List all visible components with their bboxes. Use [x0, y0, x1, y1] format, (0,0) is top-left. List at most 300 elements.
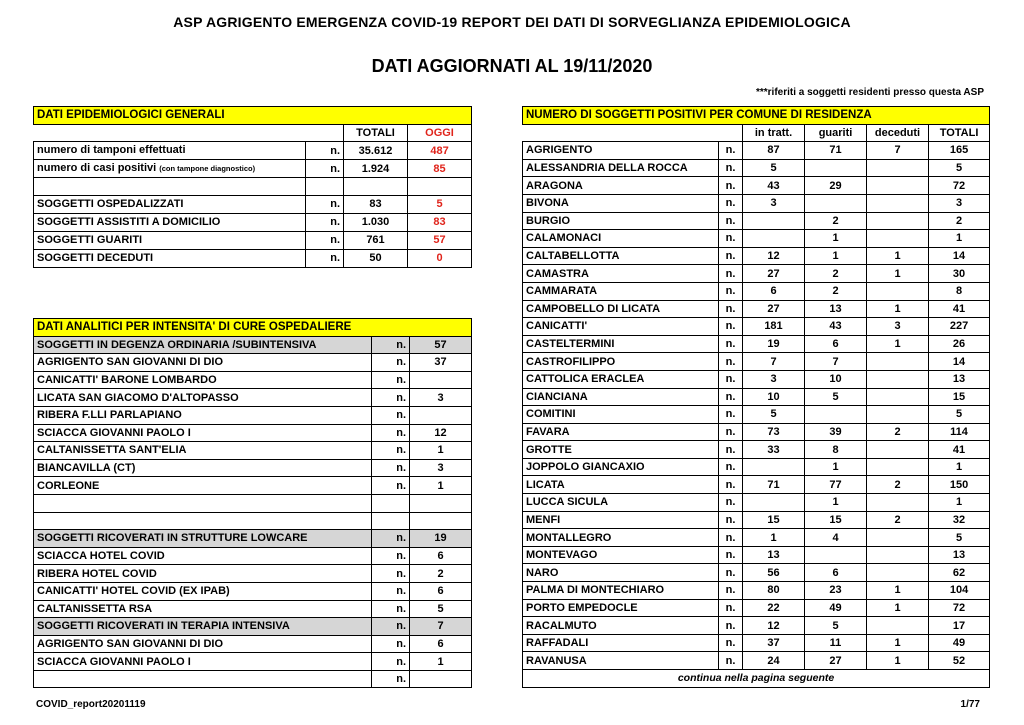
hospital-row	[34, 635, 472, 653]
comune-in-tratt: 33	[743, 441, 805, 459]
comune-totali: 15	[929, 388, 990, 406]
comune-in-tratt: 6	[743, 282, 805, 300]
general-row-totali: 1.030	[344, 213, 408, 231]
comune-row	[523, 441, 990, 459]
general-header-row	[34, 124, 472, 142]
comune-totali: 30	[929, 265, 990, 283]
comune-name: ALESSANDRIA DELLA ROCCA	[523, 159, 719, 177]
col-totali-header: TOTALI	[344, 124, 408, 142]
general-row-label	[34, 249, 306, 267]
comune-n: n.	[719, 652, 743, 670]
comune-row	[523, 652, 990, 670]
hospital-row-n: n.	[372, 670, 410, 688]
comune-deceduti: 2	[867, 511, 929, 529]
blank-cell	[523, 124, 743, 142]
comune-row	[523, 511, 990, 529]
hospital-row-value: 5	[410, 600, 472, 618]
comune-deceduti: 2	[867, 476, 929, 494]
comune-name: COMITINI	[523, 406, 719, 424]
hospital-row-value: 7	[410, 618, 472, 636]
comune-in-tratt: 5	[743, 406, 805, 424]
hospital-row-label: RIBERA HOTEL COVID	[34, 565, 372, 583]
general-row-oggi: 0	[408, 249, 472, 267]
comune-totali: 5	[929, 159, 990, 177]
general-data-table	[33, 106, 472, 268]
comune-n: n.	[719, 406, 743, 424]
col-deceduti-header: deceduti	[867, 124, 929, 142]
comune-n: n.	[719, 423, 743, 441]
hospital-table-title: DATI ANALITICI PER INTENSITA' DI CURE OSPEDALIERE	[34, 319, 472, 337]
comune-name: MONTEVAGO	[523, 546, 719, 564]
comune-in-tratt: 3	[743, 194, 805, 212]
general-row-label	[34, 142, 306, 160]
comune-name: CAMPOBELLO DI LICATA	[523, 300, 719, 318]
comune-totali: 150	[929, 476, 990, 494]
hospital-row-value: 3	[410, 389, 472, 407]
general-row-n	[306, 178, 344, 196]
comune-n: n.	[719, 265, 743, 283]
comune-name: CIANCIANA	[523, 388, 719, 406]
comune-n: n.	[719, 177, 743, 195]
comune-deceduti: 2	[867, 423, 929, 441]
hospital-row-n: n.	[372, 600, 410, 618]
comune-name: AGRIGENTO	[523, 142, 719, 160]
comune-name: RACALMUTO	[523, 617, 719, 635]
comune-totali: 14	[929, 353, 990, 371]
hospital-row-label: SCIACCA HOTEL COVID	[34, 547, 372, 565]
comune-n: n.	[719, 142, 743, 160]
hospital-row-label	[34, 494, 372, 512]
comuni-table-title: NUMERO DI SOGGETTI POSITIVI PER COMUNE DI RESIDENZA	[523, 107, 990, 125]
hospital-row-label: SOGGETTI RICOVERATI IN STRUTTURE LOWCARE	[34, 530, 372, 548]
comune-guariti: 1	[805, 230, 867, 248]
comune-deceduti	[867, 388, 929, 406]
comune-guariti: 39	[805, 423, 867, 441]
hospital-row	[34, 477, 472, 495]
comune-totali: 2	[929, 212, 990, 230]
comune-name: CALAMONACI	[523, 230, 719, 248]
comune-name: LICATA	[523, 476, 719, 494]
comune-row	[523, 423, 990, 441]
comune-row	[523, 300, 990, 318]
comune-row	[523, 494, 990, 512]
hospital-row-value: 2	[410, 565, 472, 583]
comune-totali: 13	[929, 370, 990, 388]
comune-row	[523, 370, 990, 388]
hospital-row	[34, 371, 472, 389]
comune-row	[523, 142, 990, 160]
comune-totali: 104	[929, 582, 990, 600]
comune-in-tratt: 22	[743, 599, 805, 617]
comune-name: RAVANUSA	[523, 652, 719, 670]
comune-name: GROTTE	[523, 441, 719, 459]
comune-guariti: 8	[805, 441, 867, 459]
comune-name: RAFFADALI	[523, 634, 719, 652]
general-row-label	[34, 213, 306, 231]
comune-in-tratt: 5	[743, 159, 805, 177]
comune-row	[523, 247, 990, 265]
general-row	[34, 213, 472, 231]
general-row	[34, 142, 472, 160]
hospital-row-value: 1	[410, 477, 472, 495]
comune-row	[523, 582, 990, 600]
comune-row	[523, 617, 990, 635]
comune-row	[523, 318, 990, 336]
comune-guariti	[805, 159, 867, 177]
general-row-totali: 50	[344, 249, 408, 267]
comune-totali: 5	[929, 406, 990, 424]
hospital-row-label: CALTANISSETTA RSA	[34, 600, 372, 618]
comune-n: n.	[719, 300, 743, 318]
blank-cell	[34, 124, 344, 142]
general-row-label-text: SOGGETTI DECEDUTI	[37, 251, 154, 264]
comune-n: n.	[719, 441, 743, 459]
comune-deceduti	[867, 177, 929, 195]
hospital-row-n: n.	[372, 565, 410, 583]
comune-name: MENFI	[523, 511, 719, 529]
comune-deceduti	[867, 159, 929, 177]
comune-n: n.	[719, 318, 743, 336]
hospital-row-n: n.	[372, 336, 410, 354]
hospital-row-value: 6	[410, 582, 472, 600]
comune-row	[523, 159, 990, 177]
comune-name: BURGIO	[523, 212, 719, 230]
comune-n: n.	[719, 212, 743, 230]
comune-n: n.	[719, 159, 743, 177]
comune-name: MONTALLEGRO	[523, 529, 719, 547]
hospital-row-label: CORLEONE	[34, 477, 372, 495]
page-number: 1/77	[960, 699, 980, 710]
general-row-label-text: numero di tamponi effettuati	[37, 144, 186, 157]
hospital-row-n: n.	[372, 442, 410, 460]
general-row-label	[34, 178, 306, 196]
hospital-row-label: CANICATTI' HOTEL COVID (EX IPAB)	[34, 582, 372, 600]
hospital-row-value: 57	[410, 336, 472, 354]
comune-name: FAVARA	[523, 423, 719, 441]
comune-guariti: 23	[805, 582, 867, 600]
hospital-row-value: 6	[410, 547, 472, 565]
comuni-header-row	[523, 124, 990, 142]
hospital-row	[34, 389, 472, 407]
comune-totali: 1	[929, 458, 990, 476]
hospital-row	[34, 600, 472, 618]
comune-in-tratt: 24	[743, 652, 805, 670]
comune-name: CASTELTERMINI	[523, 335, 719, 353]
general-row-n: n.	[306, 195, 344, 213]
comune-deceduti	[867, 529, 929, 547]
col-guariti-header: guariti	[805, 124, 867, 142]
comune-row	[523, 212, 990, 230]
hospital-row-value: 1	[410, 442, 472, 460]
comune-totali: 1	[929, 230, 990, 248]
hospital-row-value: 3	[410, 459, 472, 477]
hospital-row-label: AGRIGENTO SAN GIOVANNI DI DIO	[34, 354, 372, 372]
hospital-row-n: n.	[372, 406, 410, 424]
comune-totali: 227	[929, 318, 990, 336]
hospital-row	[34, 442, 472, 460]
col-tratt-header: in tratt.	[743, 124, 805, 142]
hospital-group-row	[34, 530, 472, 548]
comune-totali: 1	[929, 494, 990, 512]
comune-name: PORTO EMPEDOCLE	[523, 599, 719, 617]
comune-in-tratt: 12	[743, 247, 805, 265]
comune-name: ARAGONA	[523, 177, 719, 195]
comune-row	[523, 177, 990, 195]
comune-deceduti	[867, 564, 929, 582]
hospital-row-n: n.	[372, 582, 410, 600]
comune-guariti: 15	[805, 511, 867, 529]
general-row-n: n.	[306, 160, 344, 178]
report-date-title: DATI AGGIORNATI AL 19/11/2020	[371, 56, 653, 76]
comune-deceduti: 7	[867, 142, 929, 160]
hospital-row-n	[372, 494, 410, 512]
comune-n: n.	[719, 494, 743, 512]
comune-totali: 3	[929, 194, 990, 212]
comune-guariti: 77	[805, 476, 867, 494]
comune-n: n.	[719, 335, 743, 353]
hospital-row	[34, 494, 472, 512]
comune-deceduti: 1	[867, 265, 929, 283]
hospital-row-label: BIANCAVILLA (CT)	[34, 459, 372, 477]
comune-guariti: 27	[805, 652, 867, 670]
general-row-oggi: 5	[408, 195, 472, 213]
comune-guariti: 49	[805, 599, 867, 617]
comune-in-tratt: 10	[743, 388, 805, 406]
comune-in-tratt: 43	[743, 177, 805, 195]
general-row-n: n.	[306, 213, 344, 231]
comune-deceduti: 1	[867, 335, 929, 353]
comune-guariti	[805, 406, 867, 424]
comune-totali: 8	[929, 282, 990, 300]
comune-totali: 13	[929, 546, 990, 564]
general-row-n: n.	[306, 249, 344, 267]
continua-row	[523, 670, 990, 688]
comune-name: CANICATTI'	[523, 318, 719, 336]
comune-deceduti: 1	[867, 247, 929, 265]
hospital-row-value: 37	[410, 354, 472, 372]
comune-n: n.	[719, 564, 743, 582]
hospital-row-n: n.	[372, 635, 410, 653]
comune-guariti: 7	[805, 353, 867, 371]
hospital-row-label: SCIACCA GIOVANNI PAOLO I	[34, 424, 372, 442]
general-row-label-text: SOGGETTI ASSISTITI A DOMICILIO	[37, 215, 221, 228]
hospital-row-value: 12	[410, 424, 472, 442]
comune-in-tratt	[743, 458, 805, 476]
hospital-row-n: n.	[372, 653, 410, 671]
comune-in-tratt: 1	[743, 529, 805, 547]
comune-n: n.	[719, 282, 743, 300]
hospital-row	[34, 354, 472, 372]
comune-in-tratt: 13	[743, 546, 805, 564]
comune-row	[523, 599, 990, 617]
comune-guariti: 5	[805, 388, 867, 406]
comune-in-tratt: 27	[743, 265, 805, 283]
comune-name: CAMASTRA	[523, 265, 719, 283]
comune-in-tratt: 181	[743, 318, 805, 336]
general-row	[34, 195, 472, 213]
comune-deceduti	[867, 282, 929, 300]
comune-name: PALMA DI MONTECHIARO	[523, 582, 719, 600]
hospital-row-label: LICATA SAN GIACOMO D'ALTOPASSO	[34, 389, 372, 407]
hospital-row	[34, 582, 472, 600]
comune-totali: 17	[929, 617, 990, 635]
hospital-row-n: n.	[372, 477, 410, 495]
comune-n: n.	[719, 511, 743, 529]
hospital-group-row	[34, 336, 472, 354]
comune-totali: 52	[929, 652, 990, 670]
report-title: ASP AGRIGENTO EMERGENZA COVID-19 REPORT DEI DATI DI SORVEGLIANZA EPIDEMIOLOGICA	[173, 14, 851, 30]
comune-row	[523, 634, 990, 652]
hospital-row-value	[410, 371, 472, 389]
hospital-row-label: SOGGETTI IN DEGENZA ORDINARIA /SUBINTENSIVA	[34, 336, 372, 354]
comune-in-tratt: 71	[743, 476, 805, 494]
comune-totali: 72	[929, 599, 990, 617]
general-row-totali	[344, 178, 408, 196]
comune-in-tratt: 56	[743, 564, 805, 582]
comune-deceduti	[867, 194, 929, 212]
comune-row	[523, 265, 990, 283]
hospital-intensity-table	[33, 318, 472, 688]
comune-deceduti	[867, 494, 929, 512]
comune-totali: 26	[929, 335, 990, 353]
hospital-row-label	[34, 670, 372, 688]
general-row-label-text: SOGGETTI GUARITI	[37, 233, 143, 246]
comune-guariti: 6	[805, 335, 867, 353]
comune-name: CAMMARATA	[523, 282, 719, 300]
comune-row	[523, 230, 990, 248]
hospital-row-value: 1	[410, 653, 472, 671]
hospital-row-n: n.	[372, 459, 410, 477]
hospital-row-value: 6	[410, 635, 472, 653]
comune-in-tratt: 19	[743, 335, 805, 353]
hospital-row	[34, 424, 472, 442]
comune-guariti: 11	[805, 634, 867, 652]
general-row-label	[34, 231, 306, 249]
hospital-group-row	[34, 618, 472, 636]
comune-name: JOPPOLO GIANCAXIO	[523, 458, 719, 476]
hospital-row-n	[372, 512, 410, 530]
comune-name: LUCCA SICULA	[523, 494, 719, 512]
comune-deceduti	[867, 212, 929, 230]
general-row-oggi: 57	[408, 231, 472, 249]
comune-row	[523, 282, 990, 300]
comune-deceduti	[867, 441, 929, 459]
comune-in-tratt: 73	[743, 423, 805, 441]
comune-n: n.	[719, 388, 743, 406]
comune-guariti: 1	[805, 247, 867, 265]
comune-name: CALTABELLOTTA	[523, 247, 719, 265]
comune-guariti: 2	[805, 282, 867, 300]
comune-n: n.	[719, 617, 743, 635]
comune-guariti: 6	[805, 564, 867, 582]
general-row-label-note: (con tampone diagnostico)	[159, 164, 256, 174]
comune-totali: 41	[929, 300, 990, 318]
comune-in-tratt: 27	[743, 300, 805, 318]
comune-deceduti: 3	[867, 318, 929, 336]
comuni-title-row	[523, 107, 990, 125]
comune-deceduti: 1	[867, 634, 929, 652]
comune-n: n.	[719, 370, 743, 388]
comune-deceduti	[867, 353, 929, 371]
comune-guariti: 4	[805, 529, 867, 547]
comune-guariti: 2	[805, 212, 867, 230]
comune-n: n.	[719, 247, 743, 265]
hospital-row	[34, 512, 472, 530]
comune-guariti: 1	[805, 494, 867, 512]
hospital-row-value: 19	[410, 530, 472, 548]
comune-guariti	[805, 194, 867, 212]
comune-totali: 5	[929, 529, 990, 547]
hospital-row-n: n.	[372, 618, 410, 636]
general-row	[34, 160, 472, 178]
comune-name: CASTROFILIPPO	[523, 353, 719, 371]
comune-deceduti: 1	[867, 652, 929, 670]
hospital-row-n: n.	[372, 389, 410, 407]
general-table-title: DATI EPIDEMIOLOGICI GENERALI	[34, 107, 472, 125]
hospital-row-value	[410, 494, 472, 512]
hospital-row-label: AGRIGENTO SAN GIOVANNI DI DIO	[34, 635, 372, 653]
general-row-totali: 35.612	[344, 142, 408, 160]
general-row	[34, 231, 472, 249]
general-row	[34, 249, 472, 267]
comune-totali: 165	[929, 142, 990, 160]
comune-row	[523, 406, 990, 424]
comune-deceduti	[867, 370, 929, 388]
comune-totali: 114	[929, 423, 990, 441]
hospital-row-label	[34, 512, 372, 530]
comune-n: n.	[719, 634, 743, 652]
comune-deceduti: 1	[867, 599, 929, 617]
comune-row	[523, 353, 990, 371]
comune-guariti: 13	[805, 300, 867, 318]
hospital-row-n: n.	[372, 371, 410, 389]
hospital-row-value	[410, 406, 472, 424]
positives-by-municipality-table	[522, 106, 990, 688]
comune-row	[523, 388, 990, 406]
general-row-totali: 761	[344, 231, 408, 249]
hospital-row-n: n.	[372, 530, 410, 548]
comune-in-tratt: 80	[743, 582, 805, 600]
comune-in-tratt: 15	[743, 511, 805, 529]
hospital-row	[34, 653, 472, 671]
comune-in-tratt: 7	[743, 353, 805, 371]
comune-in-tratt	[743, 230, 805, 248]
comune-guariti: 29	[805, 177, 867, 195]
comune-totali: 62	[929, 564, 990, 582]
comune-totali: 49	[929, 634, 990, 652]
general-row-oggi: 487	[408, 142, 472, 160]
comune-totali: 41	[929, 441, 990, 459]
comune-row	[523, 546, 990, 564]
comune-in-tratt: 12	[743, 617, 805, 635]
comune-deceduti	[867, 546, 929, 564]
col-oggi-header: OGGI	[408, 124, 472, 142]
comune-in-tratt: 87	[743, 142, 805, 160]
comune-totali: 14	[929, 247, 990, 265]
continua-note: continua nella pagina seguente	[523, 670, 990, 688]
report-filename: COVID_report20201119	[36, 699, 146, 710]
comune-guariti: 2	[805, 265, 867, 283]
comune-n: n.	[719, 546, 743, 564]
hospital-row-n: n.	[372, 354, 410, 372]
hospital-row-n: n.	[372, 547, 410, 565]
general-row-label	[34, 160, 306, 178]
comune-totali: 32	[929, 511, 990, 529]
comune-guariti	[805, 546, 867, 564]
comune-guariti: 10	[805, 370, 867, 388]
general-row-oggi: 85	[408, 160, 472, 178]
hospital-row	[34, 565, 472, 583]
